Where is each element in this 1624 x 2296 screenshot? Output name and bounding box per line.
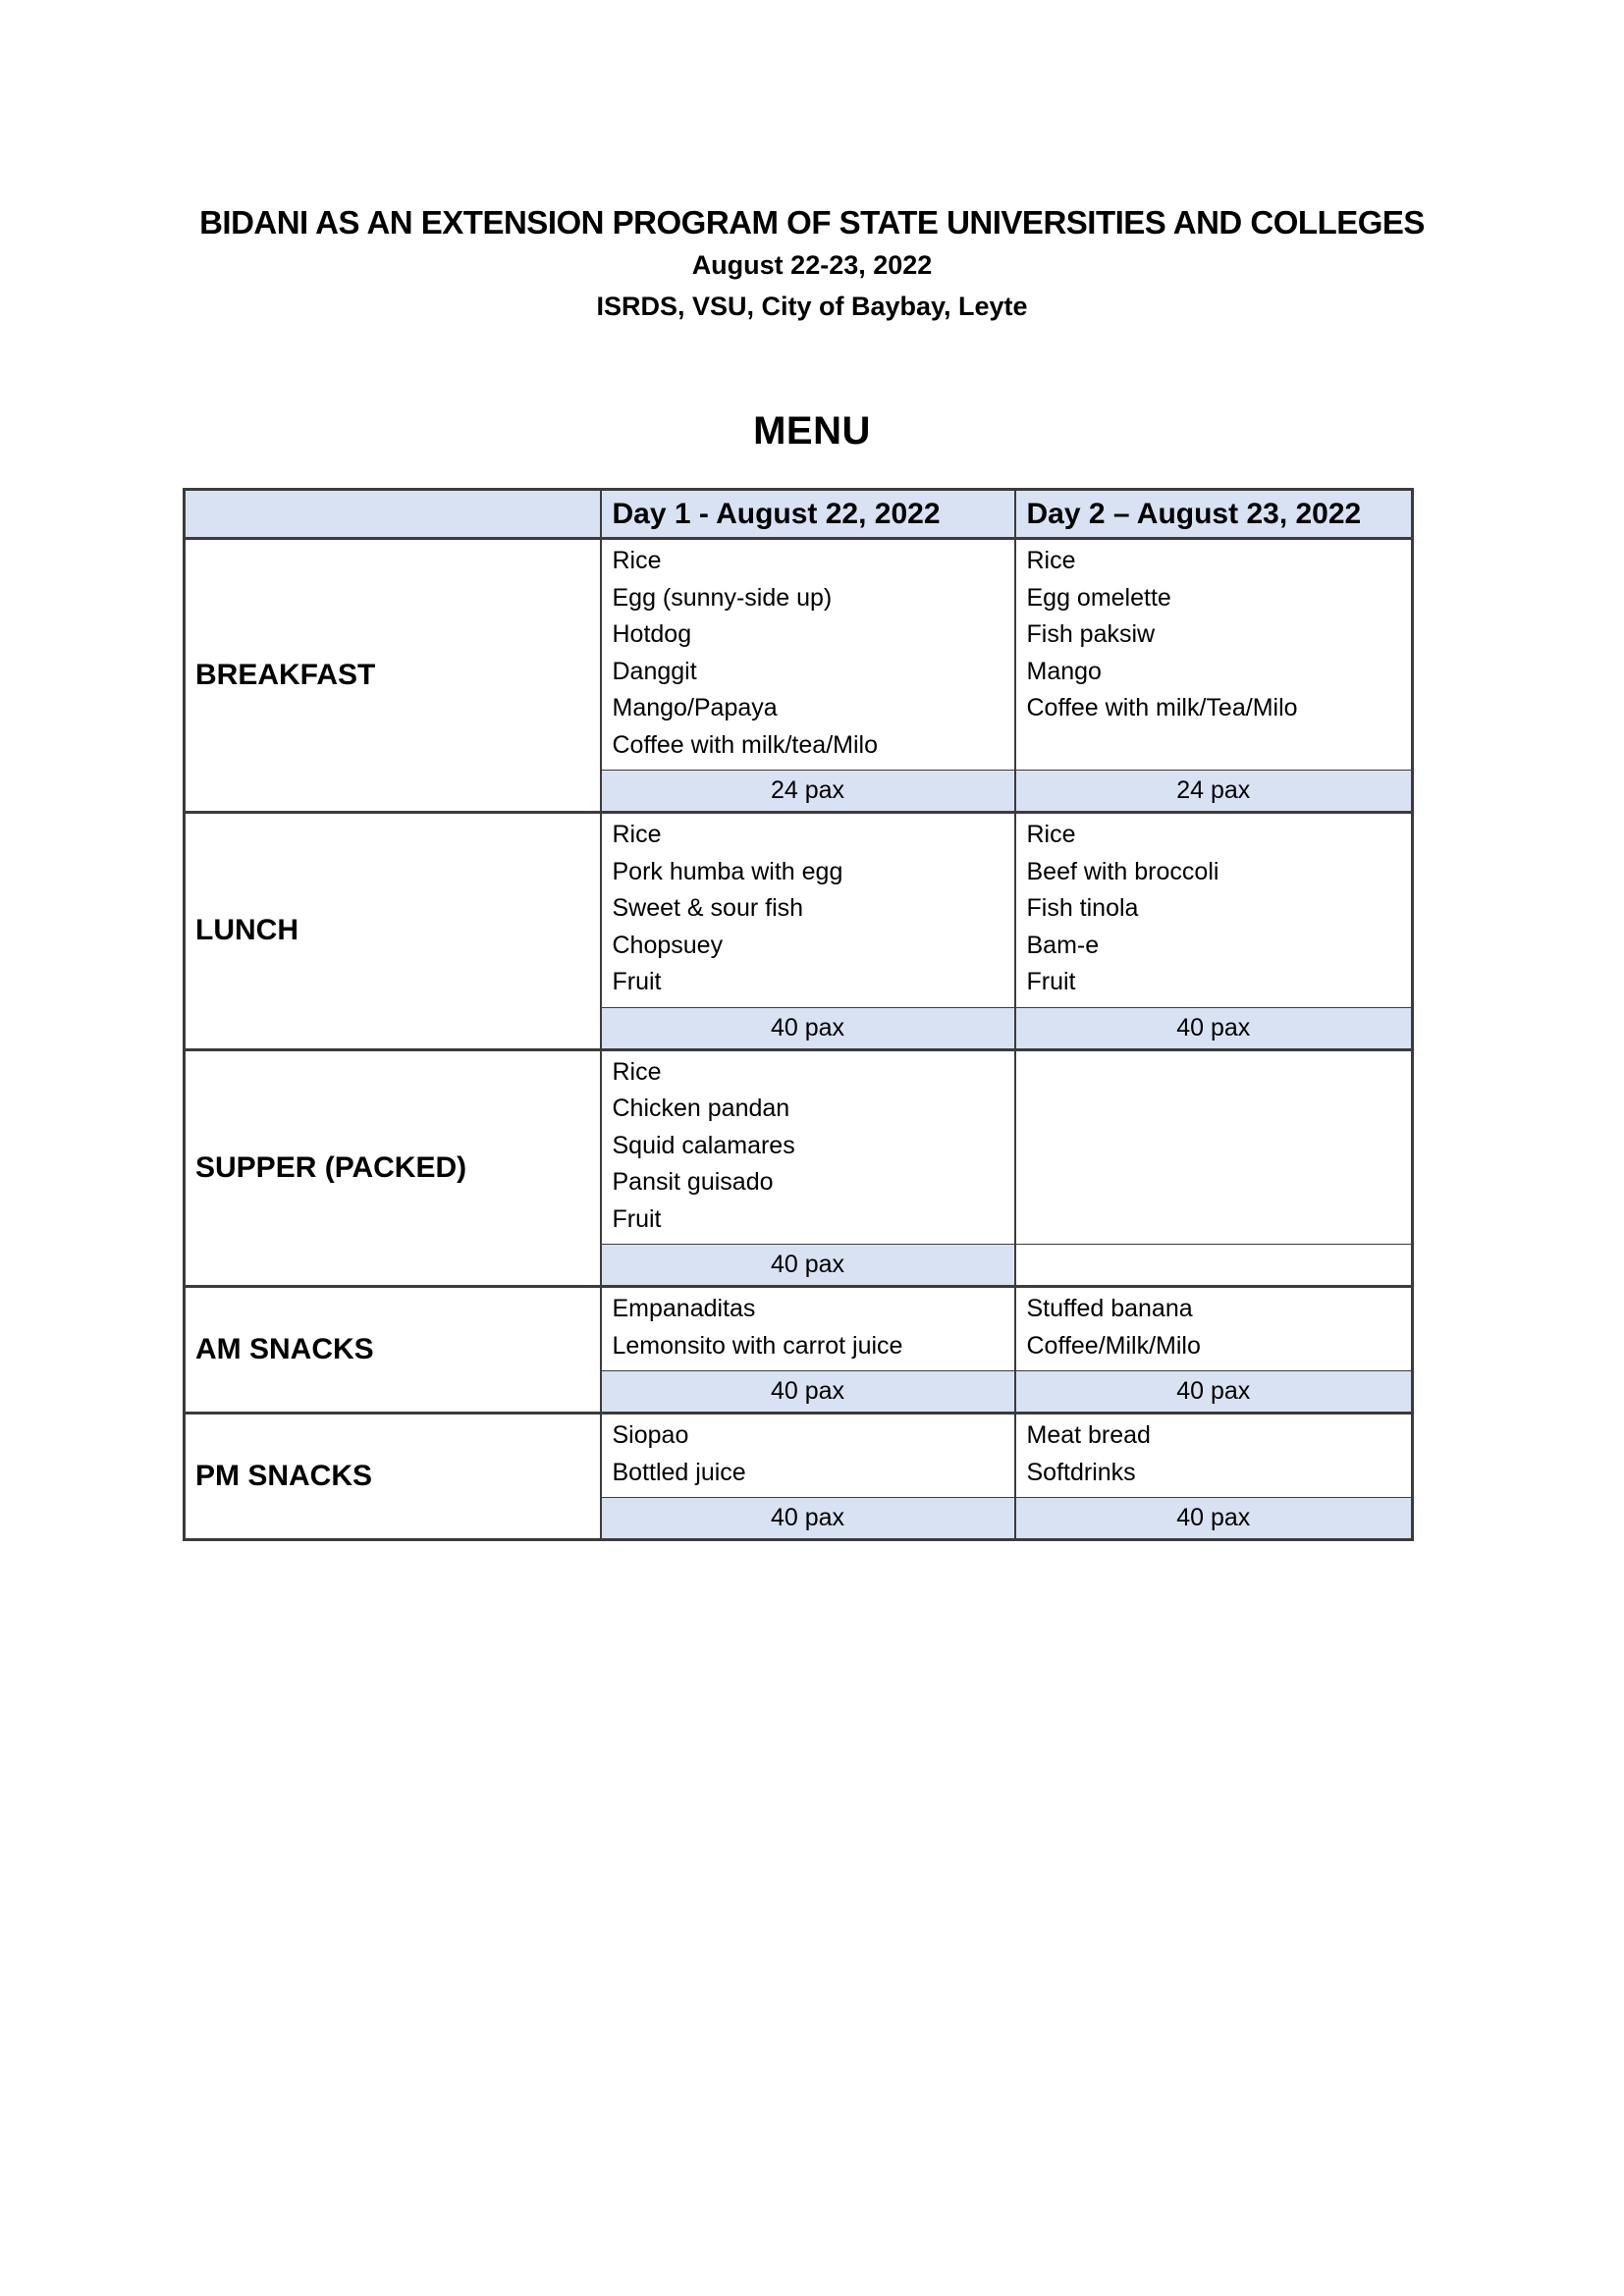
menu-cell-pm-snacks-day1 <box>601 1414 1015 1498</box>
header-cell-empty <box>185 490 601 539</box>
menu-cell-pm-snacks-day2 <box>1015 1414 1413 1498</box>
menu-item: Fruit <box>612 968 662 995</box>
pax-cell-lunch-day2: 40 pax <box>1015 1007 1413 1049</box>
menu-item: Fish tinola <box>1026 894 1139 922</box>
menu-item: Coffee/Milk/Milo <box>1026 1331 1201 1360</box>
pax-cell-am-snacks-day2: 40 pax <box>1015 1371 1413 1414</box>
menu-item: Softdrinks <box>1026 1458 1136 1486</box>
pax-cell-lunch-day1: 40 pax <box>601 1007 1015 1049</box>
menu-item: Meat bread <box>1026 1421 1151 1449</box>
section-row-supper <box>185 1049 1413 1245</box>
menu-item: Rice <box>612 1057 662 1086</box>
menu-item: Rice <box>612 547 662 574</box>
menu-item: Siopao <box>612 1421 689 1449</box>
header-cell-day2: Day 2 – August 23, 2022 <box>1015 490 1413 539</box>
section-label-am-snacks: AM SNACKS <box>185 1287 601 1414</box>
menu-item: Bottled juice <box>612 1458 746 1486</box>
menu-cell-breakfast-day1 <box>601 539 1015 771</box>
menu-item: Chopsuey <box>612 931 724 959</box>
menu-item: Fruit <box>1026 968 1076 995</box>
section-row-pm-snacks <box>185 1414 1413 1498</box>
menu-item: Coffee with milk/Tea/Milo <box>1026 694 1298 721</box>
menu-item: Bam-e <box>1026 931 1100 959</box>
menu-item: Fruit <box>612 1204 662 1233</box>
section-label-supper: SUPPER (PACKED) <box>185 1049 601 1287</box>
menu-cell-lunch-day2 <box>1015 813 1413 1008</box>
pax-cell-breakfast-day1: 24 pax <box>601 771 1015 813</box>
menu-item: Rice <box>1026 547 1076 574</box>
pax-cell-supper-day1: 40 pax <box>601 1245 1015 1287</box>
section-label-lunch: LUNCH <box>185 813 601 1050</box>
pax-cell-supper-day2 <box>1015 1245 1413 1287</box>
section-row-am-snacks <box>185 1287 1413 1371</box>
header-cell-day1: Day 1 - August 22, 2022 <box>601 490 1015 539</box>
pax-cell-pm-snacks-day2: 40 pax <box>1015 1498 1413 1540</box>
menu-item: Empanaditas <box>612 1295 756 1322</box>
menu-item: Sweet & sour fish <box>612 894 804 922</box>
menu-cell-am-snacks-day1 <box>601 1287 1015 1371</box>
menu-item: Pansit guisado <box>612 1168 774 1196</box>
menu-item: Egg (sunny-side up) <box>612 583 833 612</box>
menu-cell-lunch-day1 <box>601 813 1015 1008</box>
menu-item: Stuffed banana <box>1026 1295 1193 1322</box>
menu-item: Mango <box>1026 657 1102 685</box>
event-location: ISRDS, VSU, City of Baybay, Leyte <box>596 292 1028 321</box>
menu-item: Danggit <box>612 657 697 685</box>
menu-item: Squid calamares <box>612 1131 795 1159</box>
menu-item: Hotdog <box>612 620 692 648</box>
menu-cell-supper-day1 <box>601 1049 1015 1245</box>
document-header <box>0 0 1624 456</box>
menu-item: Rice <box>612 821 662 848</box>
menu-item: Lemonsito with carrot juice <box>612 1331 903 1360</box>
menu-item: Coffee with milk/tea/Milo <box>612 730 878 759</box>
table-header-row <box>185 490 1413 539</box>
menu-cell-breakfast-day2 <box>1015 539 1413 771</box>
pax-cell-am-snacks-day1: 40 pax <box>601 1371 1015 1414</box>
event-dates: August 22-23, 2022 <box>691 250 933 280</box>
section-row-breakfast <box>185 539 1413 771</box>
section-label-pm-snacks: PM SNACKS <box>185 1414 601 1540</box>
menu-cell-am-snacks-day2 <box>1015 1287 1413 1371</box>
pax-cell-pm-snacks-day1: 40 pax <box>601 1498 1015 1540</box>
menu-item: Rice <box>1026 821 1076 848</box>
menu-cell-supper-day2 <box>1015 1049 1413 1245</box>
section-label-breakfast: BREAKFAST <box>185 539 601 813</box>
document-title: BIDANI AS AN EXTENSION PROGRAM OF STATE UNIVERSITIES AND COLLEGES <box>199 204 1425 240</box>
pax-cell-breakfast-day2: 24 pax <box>1015 771 1413 813</box>
section-row-lunch <box>185 813 1413 1008</box>
menu-item: Beef with broccoli <box>1026 857 1219 885</box>
menu-item: Chicken pandan <box>612 1095 790 1122</box>
menu-item: Fish paksiw <box>1026 620 1156 648</box>
menu-item: Egg omelette <box>1026 583 1171 612</box>
menu-table <box>183 488 1414 1541</box>
menu-item: Mango/Papaya <box>612 694 778 721</box>
menu-heading: MENU <box>753 409 871 453</box>
menu-item: Pork humba with egg <box>612 857 843 885</box>
